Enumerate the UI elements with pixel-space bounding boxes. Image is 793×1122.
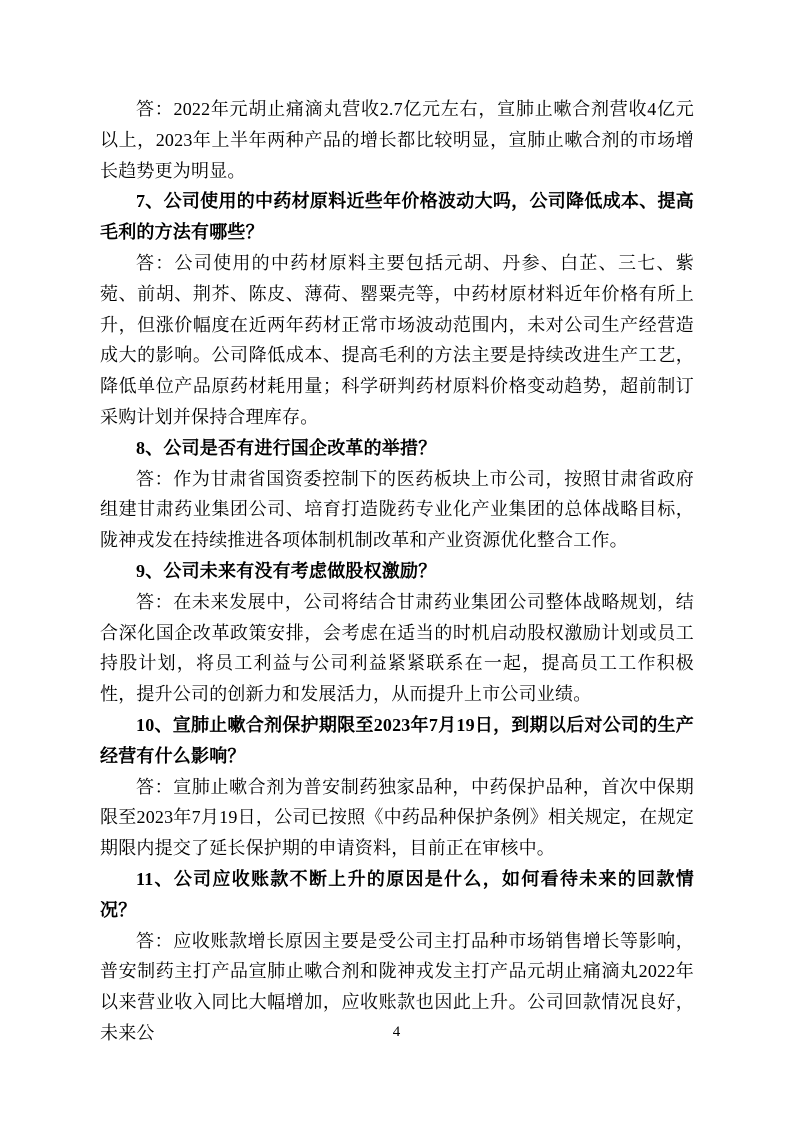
answer-paragraph: 答：2022年元胡止痛滴丸营收2.7亿元左右，宣肺止嗽合剂营收4亿元以上，2023年上半年两种产品的增长都比较明显，宣肺止嗽合剂的市场增长趋势更为明显。 — [100, 99, 694, 181]
answer-paragraph: 答：宣肺止嗽合剂为普安制药独家品种，中药保护品种，首次中保期限至2023年7月19日，公司已按照《中药品种保护条例》相关规定，在规定期限内提交了延长保护期的申请资料，目前正在审核中。 — [100, 776, 694, 859]
answer-paragraph: 答：应收账款增长原因主要是受公司主打品种市场销售增长等影响，普安制药主打产品宣肺止嗽合剂和陇神戎发主打产品元胡止痛滴丸2022年以来营业收入同比大幅增加，应收账款也因此上升。公司回款情况良好，未来公 — [100, 930, 694, 1043]
question-paragraph: 7、公司使用的中药材原料近些年价格波动大吗，公司降低成本、提高毛利的方法有哪些？ — [100, 191, 694, 243]
question-paragraph: 8、公司是否有进行国企改革的举措？ — [136, 437, 437, 458]
answer-paragraph: 答：在未来发展中，公司将结合甘肃药业集团公司整体战略规划，结合深化国企改革政策安排，会考虑在适当的时机启动股权激励计划或员工持股计划，将员工利益与公司利益紧紧联系在一起，提高员工工作积极性，提升公司的创新力和发展活力，从而提升上市公司业绩。 — [100, 591, 694, 705]
question-paragraph: 11、公司应收账款不断上升的原因是什么，如何看待未来的回款情况？ — [100, 868, 694, 920]
answer-paragraph: 答：作为甘肃省国资委控制下的医药板块上市公司，按照甘肃省政府组建甘肃药业集团公司、培育打造陇药专业化产业集团的总体战略目标，陇神戎发在持续推进各项体制机制改革和产业资源优化整合工作。 — [100, 468, 694, 551]
document-body — [100, 94, 694, 1049]
question-paragraph: 9、公司未来有没有考虑做股权激励？ — [136, 560, 437, 581]
question-paragraph: 10、宣肺止嗽合剂保护期限至2023年7月19日，到期以后对公司的生产经营有什么影响？ — [100, 714, 694, 766]
answer-paragraph: 答：公司使用的中药材原料主要包括元胡、丹参、白芷、三七、紫菀、前胡、荆芥、陈皮、薄荷、罂粟壳等，中药材原材料近年价格有所上升，但涨价幅度在近两年药材正常市场波动范围内，未对公司生产经营造成大的影响。公司降低成本、提高毛利的方法主要是持续改进生产工艺，降低单位产品原药材耗用量；科学研判药材原料价格变动趋势，超前制订采购计划并保持合理库存。 — [100, 252, 694, 427]
page-number: 4 — [392, 1024, 401, 1040]
